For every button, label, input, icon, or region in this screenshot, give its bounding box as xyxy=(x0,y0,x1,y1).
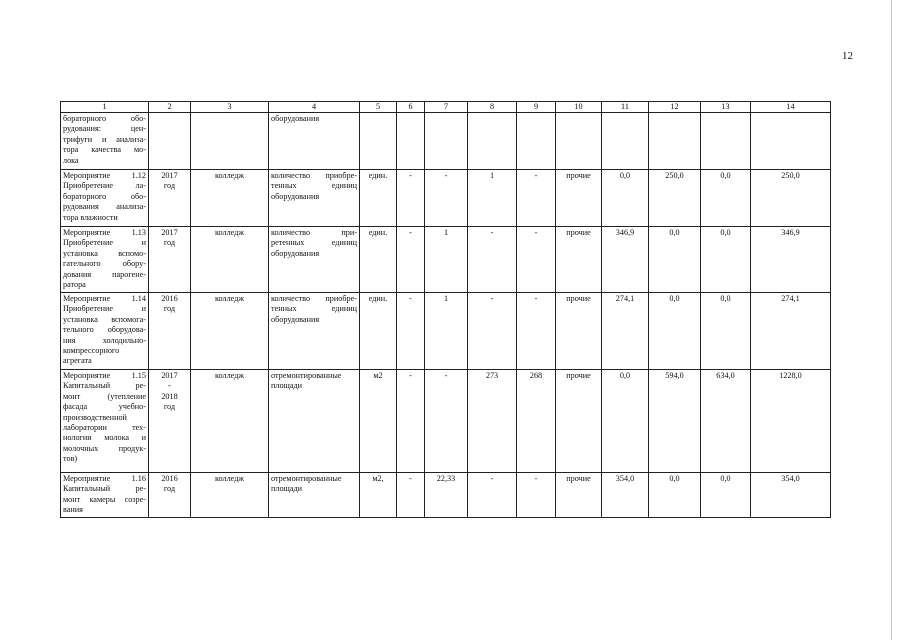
cell-line: количество при- xyxy=(271,228,357,237)
cell-col-4 xyxy=(269,293,360,370)
cell-col-2 xyxy=(149,170,191,227)
cell-col-8: 273 xyxy=(468,370,517,473)
cell-line: - xyxy=(168,381,171,391)
cell-col-5 xyxy=(360,113,397,170)
cell-col-2 xyxy=(149,113,191,170)
cell-col-11 xyxy=(602,113,649,170)
cell-line: отремонтированные xyxy=(271,371,342,380)
cell-line: ния холодильно- xyxy=(63,335,146,345)
cell-col-9 xyxy=(517,113,556,170)
cell-line: площади xyxy=(271,484,303,494)
cell-line: год xyxy=(163,402,176,412)
column-header-1: 1 xyxy=(61,102,149,113)
cell-col-2 xyxy=(149,293,191,370)
cell-line: тора влажности xyxy=(63,212,118,222)
cell-line: производственной xyxy=(63,412,127,422)
cell-col-6: - xyxy=(397,293,425,370)
column-header-7: 7 xyxy=(425,102,468,113)
cell-col-4 xyxy=(269,113,360,170)
cell-line: гательного обору- xyxy=(63,259,146,269)
cell-col-11: 354,0 xyxy=(602,473,649,518)
scan-edge-line xyxy=(891,0,892,640)
cell-col-7 xyxy=(425,113,468,170)
cell-col-3: колледж xyxy=(191,293,269,370)
cell-col-2 xyxy=(149,473,191,518)
cell-col-1 xyxy=(61,227,149,293)
cell-col-14: 250,0 xyxy=(751,170,831,227)
column-header-12: 12 xyxy=(649,102,701,113)
column-header-4: 4 xyxy=(269,102,360,113)
cell-line: Мероприятие 1.15 xyxy=(63,371,146,380)
cell-col-9: - xyxy=(517,227,556,293)
cell-line: Мероприятие 1.12 xyxy=(63,171,146,180)
cell-line: трифуги и анализа- xyxy=(63,134,146,144)
cell-col-14: 354,0 xyxy=(751,473,831,518)
cell-col-14: 1228,0 xyxy=(751,370,831,473)
cell-col-5: м2 xyxy=(360,370,397,473)
cell-col-6: - xyxy=(397,370,425,473)
cell-line: фасада учебно- xyxy=(63,402,146,412)
cell-col-2 xyxy=(149,227,191,293)
cell-col-14 xyxy=(751,113,831,170)
column-header-14: 14 xyxy=(751,102,831,113)
cell-col-13: 634,0 xyxy=(701,370,751,473)
cell-col-13: 0,0 xyxy=(701,473,751,518)
cell-line: молочных продук- xyxy=(63,443,146,453)
cell-col-5: един. xyxy=(360,293,397,370)
cell-col-10 xyxy=(556,113,602,170)
cell-col-3: колледж xyxy=(191,473,269,518)
cell-col-13: 0,0 xyxy=(701,293,751,370)
column-header-8: 8 xyxy=(468,102,517,113)
cell-line: рудования: цен- xyxy=(63,124,146,134)
cell-line: год xyxy=(163,304,176,314)
cell-col-5: един. xyxy=(360,170,397,227)
column-header-2: 2 xyxy=(149,102,191,113)
cell-line: бораторного обо- xyxy=(63,114,146,123)
cell-line: Приобретение и xyxy=(63,304,146,314)
cell-line: оборудования xyxy=(271,114,320,123)
cell-line: нологии молока и xyxy=(63,433,146,443)
cell-col-5: един. xyxy=(360,227,397,293)
cell-line: год xyxy=(163,238,176,248)
cell-col-2 xyxy=(149,370,191,473)
cell-line: оборудования xyxy=(271,191,320,201)
cell-line: бораторного обо- xyxy=(63,191,146,201)
cell-col-8: - xyxy=(468,227,517,293)
cell-line: тора качества мо- xyxy=(63,145,146,155)
cell-col-9: - xyxy=(517,293,556,370)
cell-line: Мероприятие 1.13 xyxy=(63,228,146,237)
cell-col-5: м2, xyxy=(360,473,397,518)
cell-col-13 xyxy=(701,113,751,170)
cell-col-4 xyxy=(269,370,360,473)
cell-col-9: 268 xyxy=(517,370,556,473)
cell-col-13: 0,0 xyxy=(701,170,751,227)
cell-line: Капитальный ре- xyxy=(63,381,146,391)
activities-table xyxy=(60,101,831,518)
cell-col-10: прочие xyxy=(556,293,602,370)
cell-line: Приобретение и xyxy=(63,238,146,248)
cell-col-14: 346,9 xyxy=(751,227,831,293)
cell-col-1 xyxy=(61,170,149,227)
cell-col-11: 346,9 xyxy=(602,227,649,293)
column-header-13: 13 xyxy=(701,102,751,113)
cell-line: монт (утепление xyxy=(63,391,146,401)
cell-col-7: 1 xyxy=(425,227,468,293)
cell-line: Мероприятие 1.14 xyxy=(63,294,146,303)
cell-line: оборудования xyxy=(271,314,320,324)
column-header-11: 11 xyxy=(602,102,649,113)
table-row xyxy=(61,370,831,473)
table-body xyxy=(61,102,831,518)
cell-col-14: 274,1 xyxy=(751,293,831,370)
column-header-3: 3 xyxy=(191,102,269,113)
cell-line: установка вспомо- xyxy=(63,248,146,258)
cell-line: лока xyxy=(63,155,79,165)
cell-line: 2017 xyxy=(161,171,178,180)
cell-col-1 xyxy=(61,293,149,370)
column-header-9: 9 xyxy=(517,102,556,113)
cell-line: 2016 xyxy=(161,294,178,303)
cell-col-1 xyxy=(61,473,149,518)
column-header-5: 5 xyxy=(360,102,397,113)
cell-col-8: - xyxy=(468,293,517,370)
cell-line: тельного оборудова- xyxy=(63,325,146,335)
column-header-6: 6 xyxy=(397,102,425,113)
cell-line: рудования анализа- xyxy=(63,202,146,212)
cell-line: тенных единиц xyxy=(271,181,357,191)
page-number: 12 xyxy=(842,50,853,62)
cell-col-6: - xyxy=(397,170,425,227)
cell-line: компрессорного xyxy=(63,346,120,356)
cell-col-1 xyxy=(61,113,149,170)
header-row xyxy=(61,102,831,113)
cell-line: тенных единиц xyxy=(271,304,357,314)
table-row xyxy=(61,227,831,293)
cell-line: агрегата xyxy=(63,356,92,366)
cell-col-8: - xyxy=(468,473,517,518)
cell-line: 2017 xyxy=(161,371,178,380)
cell-col-12: 0,0 xyxy=(649,227,701,293)
cell-col-10: прочие xyxy=(556,473,602,518)
table-row xyxy=(61,293,831,370)
cell-col-12: 0,0 xyxy=(649,293,701,370)
cell-col-4 xyxy=(269,227,360,293)
cell-line: лаборатории тех- xyxy=(63,423,146,433)
cell-col-10: прочие xyxy=(556,370,602,473)
cell-line: тов) xyxy=(63,454,78,464)
table-row xyxy=(61,113,831,170)
cell-col-7: 1 xyxy=(425,293,468,370)
table-row xyxy=(61,170,831,227)
cell-col-13: 0,0 xyxy=(701,227,751,293)
table-row xyxy=(61,473,831,518)
cell-col-1 xyxy=(61,370,149,473)
cell-line: Капитальный ре- xyxy=(63,484,146,494)
cell-col-3: колледж xyxy=(191,227,269,293)
cell-line: год xyxy=(163,484,176,494)
cell-col-4 xyxy=(269,473,360,518)
cell-line: отремонтированные xyxy=(271,474,342,483)
cell-col-10: прочие xyxy=(556,227,602,293)
cell-col-3 xyxy=(191,113,269,170)
cell-col-7: - xyxy=(425,370,468,473)
cell-col-11: 0,0 xyxy=(602,370,649,473)
cell-line: год xyxy=(163,181,176,191)
cell-col-3: колледж xyxy=(191,170,269,227)
cell-line: 2017 xyxy=(161,228,178,237)
cell-col-12: 250,0 xyxy=(649,170,701,227)
cell-line: площади xyxy=(271,381,303,391)
cell-col-9: - xyxy=(517,170,556,227)
cell-line: количество приобре- xyxy=(271,294,357,303)
cell-col-9: - xyxy=(517,473,556,518)
column-header-10: 10 xyxy=(556,102,602,113)
cell-line: оборудования xyxy=(271,248,320,258)
cell-col-6 xyxy=(397,113,425,170)
cell-line: Мероприятие 1.16 xyxy=(63,474,146,483)
cell-line: вания xyxy=(63,505,83,515)
cell-line: 2016 xyxy=(161,474,178,483)
cell-col-4 xyxy=(269,170,360,227)
cell-line: 2018 xyxy=(161,391,178,401)
cell-col-8: 1 xyxy=(468,170,517,227)
cell-col-12: 0,0 xyxy=(649,473,701,518)
cell-col-12 xyxy=(649,113,701,170)
cell-line: ратора xyxy=(63,280,86,290)
cell-col-12: 594,0 xyxy=(649,370,701,473)
cell-line: монт камеры созре- xyxy=(63,494,146,504)
cell-line: количество приобре- xyxy=(271,171,357,180)
cell-col-3: колледж xyxy=(191,370,269,473)
cell-line: ретенных единиц xyxy=(271,238,357,248)
cell-col-10: прочие xyxy=(556,170,602,227)
cell-line: установка вспомога- xyxy=(63,314,146,324)
cell-col-6: - xyxy=(397,473,425,518)
cell-col-6: - xyxy=(397,227,425,293)
cell-line: дования парогене- xyxy=(63,269,146,279)
cell-col-7: - xyxy=(425,170,468,227)
cell-col-11: 274,1 xyxy=(602,293,649,370)
cell-col-11: 0,0 xyxy=(602,170,649,227)
cell-col-7: 22,33 xyxy=(425,473,468,518)
cell-col-8 xyxy=(468,113,517,170)
cell-line: Приобретение ла- xyxy=(63,181,146,191)
